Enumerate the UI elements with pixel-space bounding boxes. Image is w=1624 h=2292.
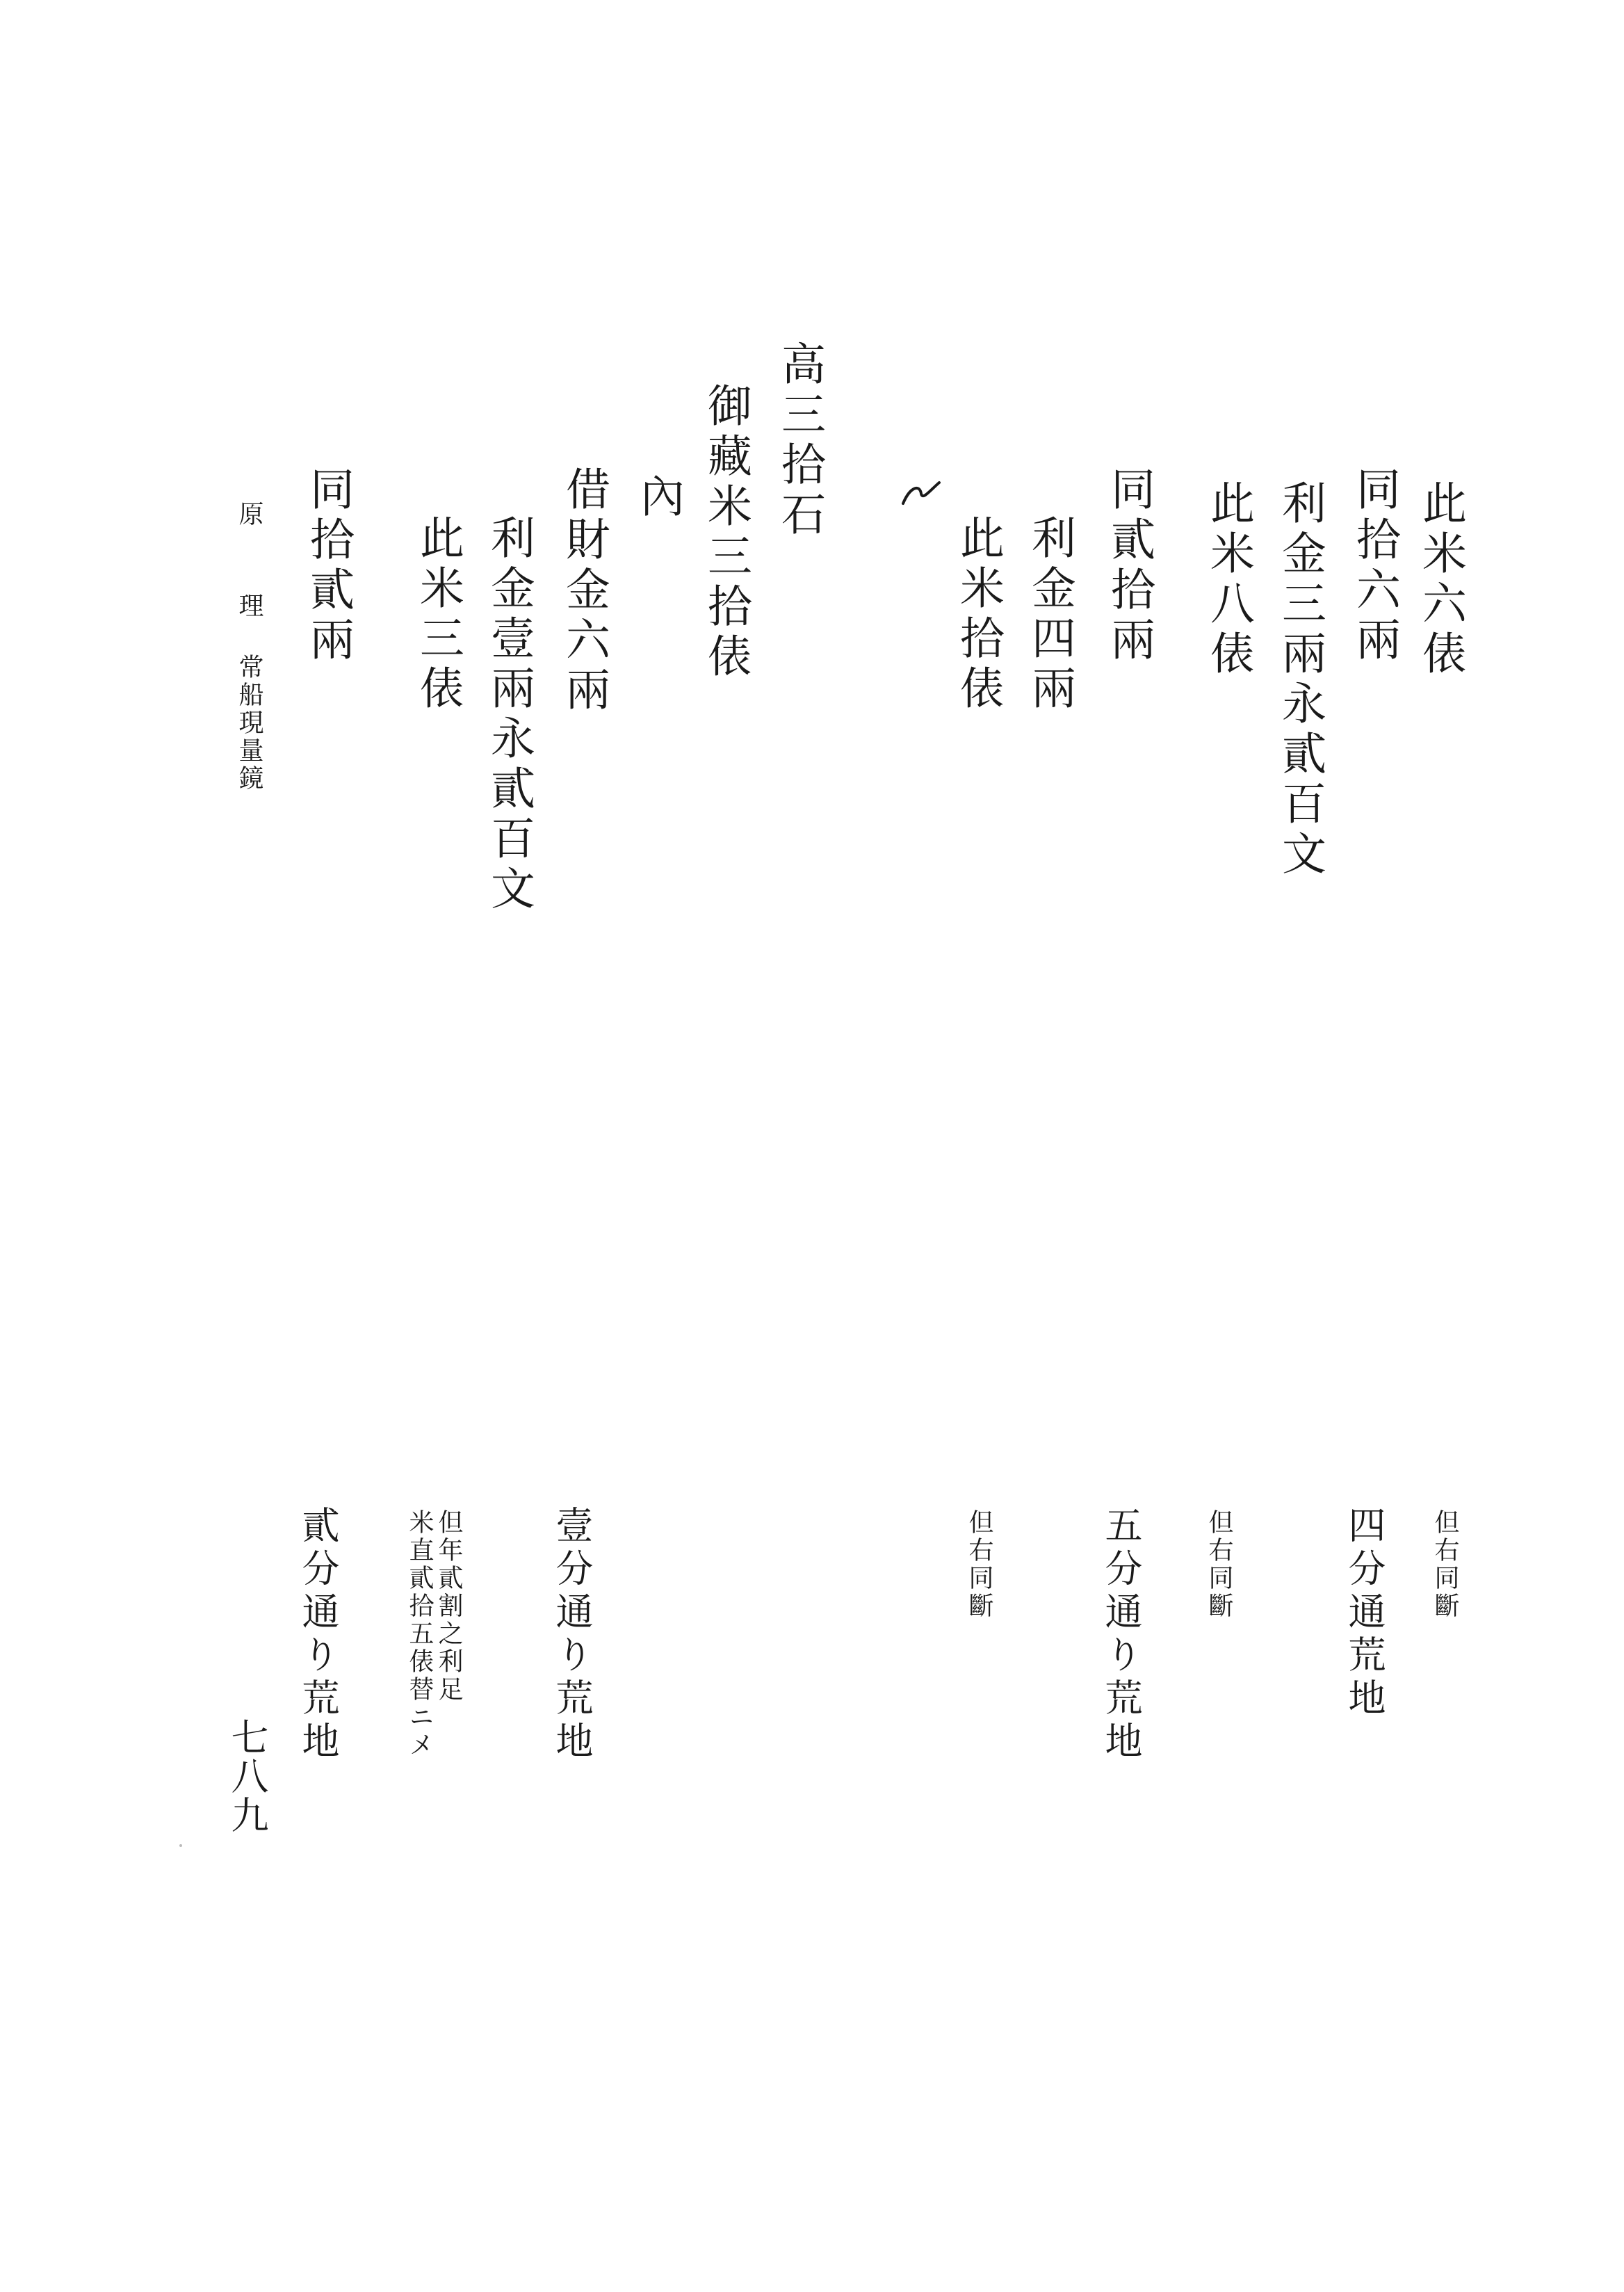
note-migi-dodan-3: 但右同斷	[965, 1509, 993, 1620]
line-ichibu-arechi: 壹分通り荒地	[550, 1506, 594, 1764]
interest-note	[407, 1509, 461, 1759]
line-rikin-1-ryo: 利金壹兩永貳百文	[483, 515, 535, 915]
line-rikin-4-ryo: 利金四兩	[1024, 515, 1075, 715]
note-migi-dodan-1: 但右同斷	[1431, 1509, 1459, 1620]
line-onaji-12-ryo: 同拾貳兩	[302, 466, 354, 666]
interest-note-line-1: 但年貳割之利足	[435, 1509, 463, 1704]
line-nibu-arechi: 貳分通り荒地	[296, 1506, 340, 1764]
line-gobu-arechi: 五分通り荒地	[1099, 1506, 1143, 1764]
line-uchi: 內	[633, 473, 684, 523]
page-number: 七八九	[225, 1718, 269, 1834]
line-rikin-3-ryo: 利金三兩永貳百文	[1274, 480, 1326, 880]
line-onaji-20-ryo: 同貳拾兩	[1103, 466, 1155, 666]
note-migi-dodan-2: 但右同斷	[1205, 1509, 1233, 1620]
line-kome-8: 此米八俵	[1203, 480, 1254, 680]
line-kome-3: 此米三俵	[412, 515, 464, 715]
tally-mark-icon	[900, 480, 942, 508]
line-yonbu-arechi: 四分通荒地	[1342, 1506, 1386, 1721]
line-taka-30-koku: 高三拾石	[774, 341, 825, 541]
line-kome-6: 此米六俵	[1415, 480, 1466, 680]
line-kome-10: 此米拾俵	[952, 515, 1004, 715]
line-onaji-16-ryo: 同拾六兩	[1349, 466, 1400, 666]
source-label: 原 理	[235, 501, 263, 638]
interest-note-line-2: 米直貳拾五俵替ニメ	[405, 1509, 434, 1759]
line-shakuzai-6-ryo: 借財金六兩	[558, 466, 610, 716]
book-title: 常船現量鏡	[235, 654, 263, 793]
line-okura-kome-30: 御藏米三拾俵	[700, 382, 752, 683]
scan-speck	[179, 1844, 182, 1847]
